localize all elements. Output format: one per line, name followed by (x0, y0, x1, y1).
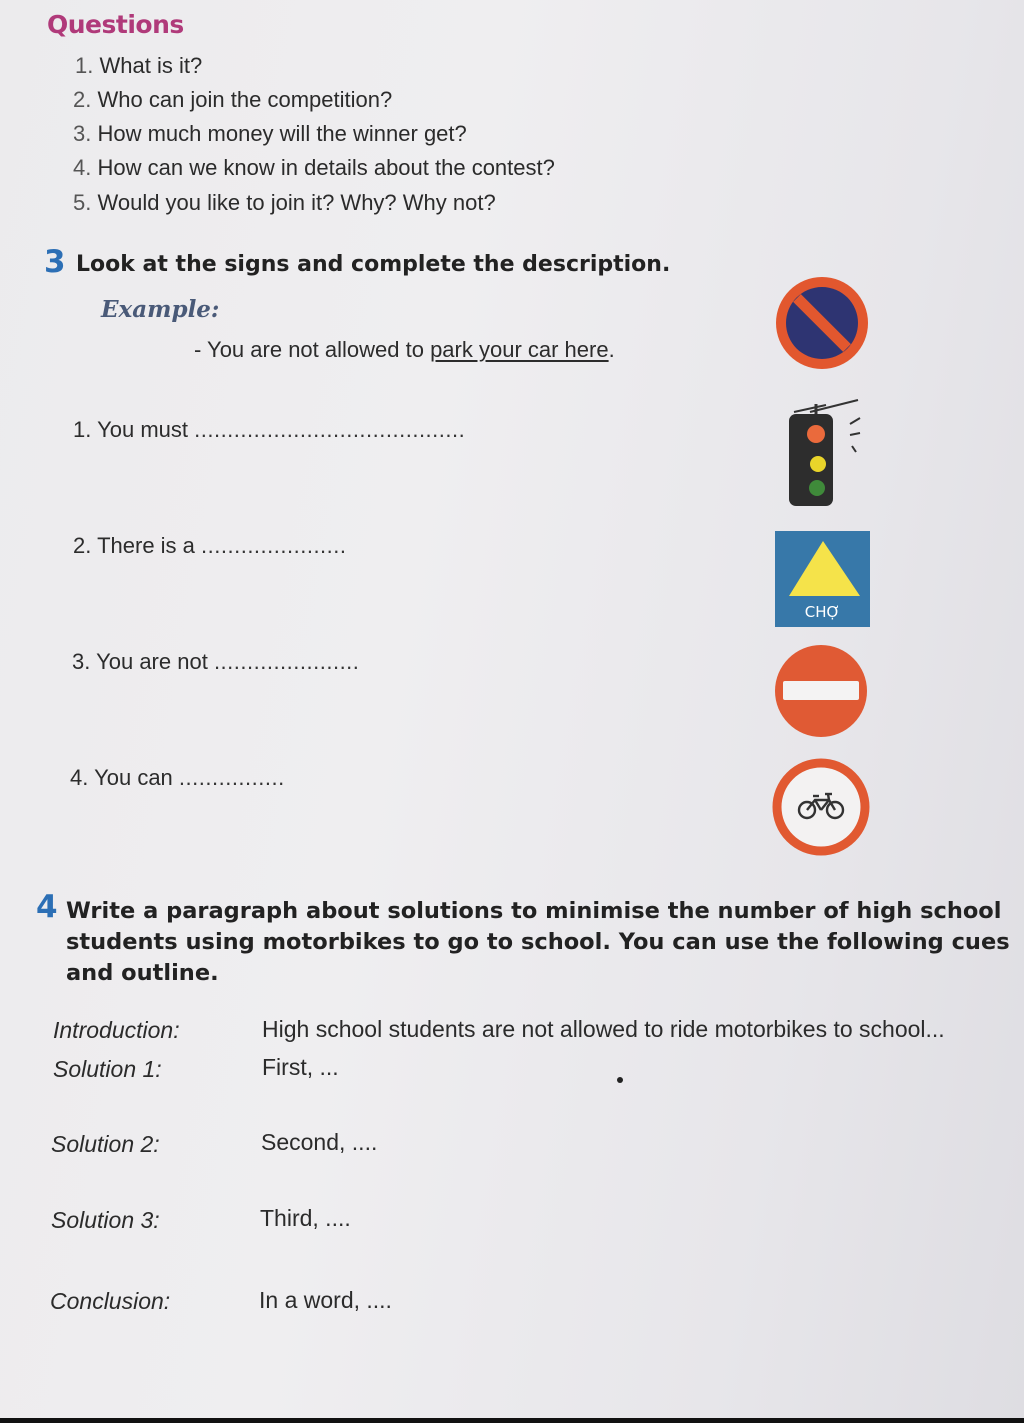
question-text: How can we know in details about the contest? (97, 155, 555, 180)
question-text: Who can join the competition? (97, 87, 393, 112)
answer-blank[interactable]: ......................................... (194, 417, 466, 442)
outline-value: Third, .... (260, 1205, 351, 1231)
section-3-number: 3 (44, 244, 66, 280)
item-number: 3. (72, 649, 91, 674)
item-text: You are not (96, 649, 208, 674)
outline-value: Second, .... (261, 1129, 378, 1155)
market-sign-text: CHỢ (804, 603, 841, 621)
item-number: 1. (73, 417, 92, 442)
question-number: 4. (73, 155, 92, 180)
question-text: Would you like to join it? Why? Why not? (97, 190, 496, 215)
answer-blank[interactable]: ...................... (201, 533, 347, 558)
outline-label: Conclusion: (50, 1288, 171, 1314)
answer-blank[interactable]: ...................... (213, 649, 360, 674)
outline-value: In a word, .... (259, 1287, 392, 1313)
section-4-number: 4 (36, 889, 58, 925)
traffic-light-icon (780, 398, 866, 510)
item-text: There is a (97, 533, 195, 558)
stray-dot (617, 1077, 623, 1083)
item-text: You must (97, 417, 188, 442)
question-item (75, 53, 202, 79)
fill-item (72, 649, 359, 675)
example-label: Example: (101, 296, 220, 323)
item-number: 4. (70, 765, 89, 790)
answer-blank[interactable]: ................ (178, 765, 285, 790)
outline-label: Solution 3: (51, 1207, 160, 1233)
question-item (73, 190, 496, 216)
item-number: 2. (73, 533, 92, 558)
question-number: 1. (75, 53, 94, 78)
question-item (73, 121, 467, 147)
outline-label: Solution 1: (53, 1056, 162, 1082)
question-number: 5. (73, 190, 92, 215)
question-text: What is it? (99, 53, 203, 78)
section-3-title: Look at the signs and complete the description. (76, 252, 671, 277)
example-sentence (194, 337, 615, 363)
question-number: 2. (73, 87, 92, 112)
question-text: How much money will the winner get? (97, 121, 467, 146)
question-item (73, 87, 392, 113)
outline-label: Solution 2: (51, 1131, 160, 1157)
example-prefix: - You are not allowed to (194, 337, 431, 362)
no-bicycles-sign (771, 758, 871, 858)
section-4-title: Write a paragraph about solutions to minimise the number of high school students using motorbikes to go to school. You can use the following cues and outline. (66, 898, 1010, 986)
outline-value: High school students are not allowed to ride motorbikes to school... (262, 1016, 945, 1042)
fill-item (73, 417, 465, 443)
page-bottom-edge (0, 1418, 1024, 1423)
example-suffix: . (608, 337, 615, 362)
outline-label: Introduction: (53, 1017, 180, 1043)
no-entry-sign (773, 643, 869, 739)
fill-item (70, 765, 285, 791)
no-parking-sign (772, 275, 872, 375)
fill-item (73, 533, 347, 559)
example-answer: park your car here (430, 337, 609, 362)
questions-title: Questions (47, 10, 184, 39)
market-sign (775, 531, 870, 627)
question-number: 3. (73, 121, 92, 146)
question-item (73, 155, 555, 181)
outline-value: First, ... (262, 1054, 339, 1080)
triangle-icon (775, 531, 870, 607)
item-text: You can (94, 765, 173, 790)
